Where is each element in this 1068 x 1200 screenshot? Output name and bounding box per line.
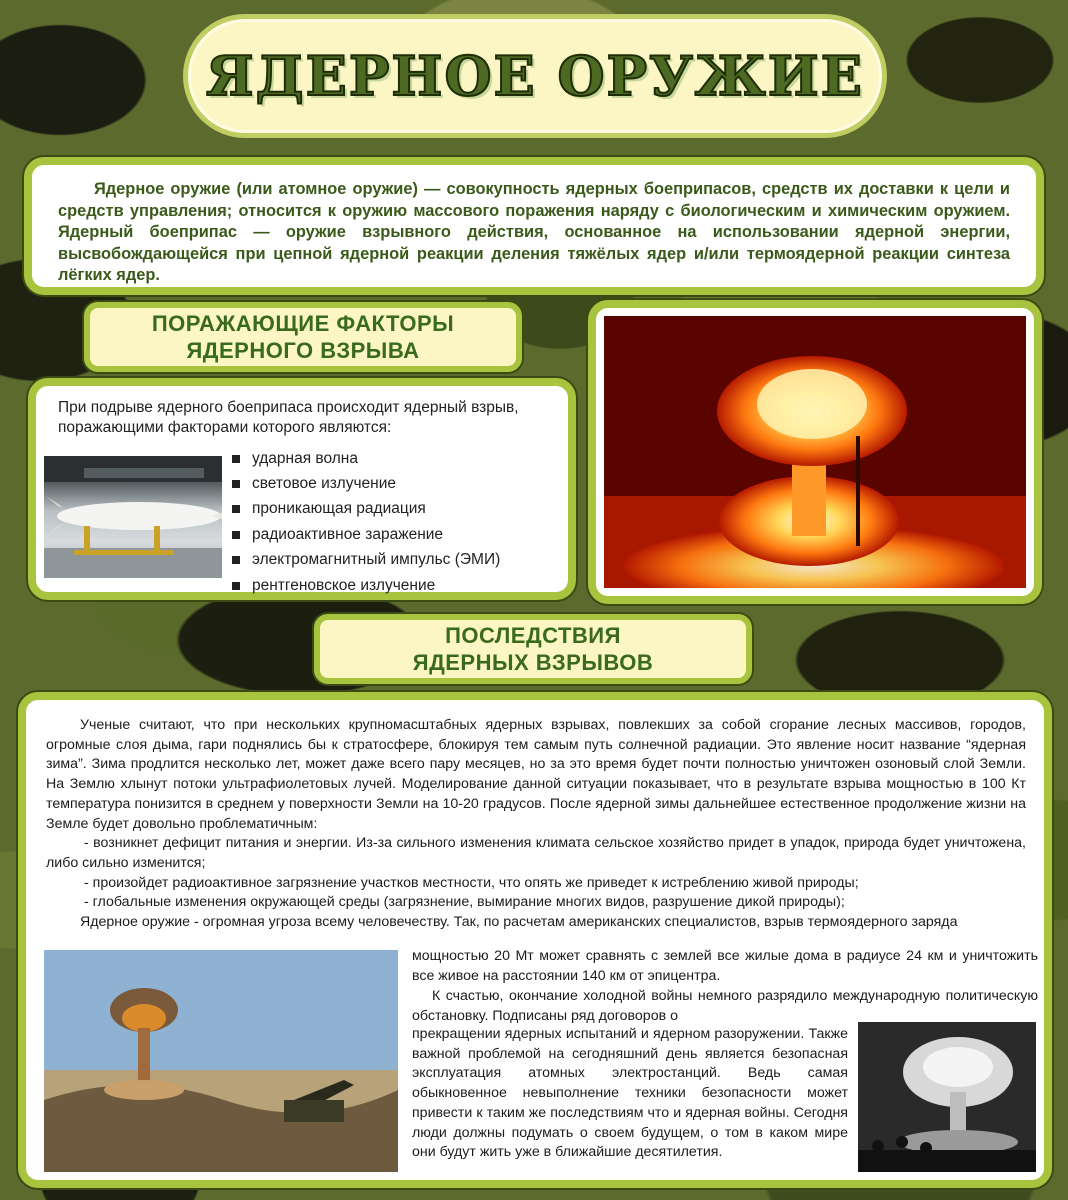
explosion-photo-frame [588, 300, 1042, 604]
factors-lead: При подрыве ядерного боеприпаса происходит ядерный взрыв, поражающими факторами которого являются: [58, 399, 519, 436]
consequences-heading [314, 614, 752, 684]
list-item: проникающая радиация [232, 497, 500, 522]
bullet-square-icon [232, 505, 240, 513]
consequences-panel [18, 692, 1052, 1188]
bw-mushroom-photo [858, 1022, 1036, 1172]
consequences-paragraph-3-start: К счастью, окончание холодной войны немного разрядило международную политическую обстановку. Подписаны ряд договоров о [412, 988, 1038, 1024]
list-item: ударная волна [232, 446, 500, 471]
list-item: рентгеновское излучение [232, 573, 500, 598]
bullet-square-icon [232, 556, 240, 564]
consequences-heading-line1: ПОСЛЕДСТВИЯ [445, 623, 621, 648]
consequences-item-1: - возникнет дефицит питания и энергии. Из-за сильного изменения климата сельское хозяйство придет в упадок, природа будет уничтожена, либо сильно изменится; [46, 835, 1026, 871]
page-title: ЯДЕРНОЕ ОРУЖИЕ [206, 44, 864, 108]
bullet-square-icon [232, 455, 240, 463]
factors-heading-line1: ПОРАЖАЮЩИЕ ФАКТОРЫ [151, 311, 455, 336]
consequences-paragraph-2-end: мощностью 20 Мт может сравнять с землей все жилые дома в радиусе 24 км и уничтожить все живое на расстоянии 140 км от эпицентра. [412, 948, 1038, 984]
bullet-square-icon [232, 531, 240, 539]
title-banner [183, 14, 887, 138]
list-item: электромагнитный импульс (ЭМИ) [232, 548, 500, 573]
consequences-heading-line2: ЯДЕРНЫХ ВЗРЫВОВ [412, 650, 654, 675]
missile-photo [44, 456, 222, 578]
list-item: световое излучение [232, 471, 500, 496]
consequences-paragraph-1: Ученые считают, что при нескольких крупномасштабных ядерных взрывах, повлекших за собой сгорание лесных массивов, городов, огромные слоя дыма, гари поднялись бы к стратосфере, блокируя тем самым путь солнечной радиации. Это явление носит название “ядерная зима”. Зима продлится несколько лет, может даже всего пару месяцев, но за это время будет почти полностью уничтожен озоновый слой Земли. На Землю хлынут потоки ультрафиолетовых лучей. Моделирование данной ситуации показывает, что в результате взрыва мощностью в 100 Кт температура понизится в среднем у поверхности Земли на 10-20 градусов. После ядерной зимы дальнейшее естественное продолжение жизни на Земле будет довольно проблематичным: [46, 717, 1026, 832]
factors-list [232, 446, 500, 598]
factors-heading-line2: ЯДЕРНОГО ВЗРЫВА [186, 338, 420, 363]
consequences-paragraph-2-start: Ядерное оружие - огромная угроза всему человечеству. Так, по расчетам американских специалистов, взрыв термоядерного заряда [80, 914, 958, 931]
factors-panel [28, 378, 576, 600]
consequences-item-3: - глобальные изменения окружающей среды (загрязнение, вымирание многих видов, разрушение дикой природы); [84, 894, 845, 911]
desert-explosion-photo [44, 950, 398, 1172]
consequences-item-2: - произойдет радиоактивное загрязнение участков местности, что опять же приведет к истреблению живой природы; [84, 874, 859, 891]
factors-heading [84, 302, 522, 372]
intro-text: Ядерное оружие (или атомное оружие) — совокупность ядерных боеприпасов, средств их доставки к цели и средств управления; относится к оружию массового поражения наряду с биологическим и химическим оружием. Ядерный боеприпас — оружие взрывного действия, основанное на использовании ядерной энергии, высвобождающейся при цепной ядерной реакции деления тяжёлых ядер и/или термоядерной реакции синтеза лёгких ядер. [58, 180, 1010, 284]
list-item: радиоактивное заражение [232, 522, 500, 547]
bullet-square-icon [232, 582, 240, 590]
bullet-square-icon [232, 480, 240, 488]
intro-panel [24, 157, 1044, 295]
consequences-paragraph-3-rest: прекращении ядерных испытаний и ядерном разоружении. Также важной проблемой на сегодняшний день является безопасная эксплуатация атомных электростанций. Ведь самая обыкновенное невыполнение техники безопасности может привести к таким же последствиям что и ядерная войны. Сегодня люди должны подумать о своем будущем, о том в каком мире они будут жить уже в ближайшие десятилетия. [412, 1026, 848, 1161]
explosion-photo [604, 316, 1026, 588]
